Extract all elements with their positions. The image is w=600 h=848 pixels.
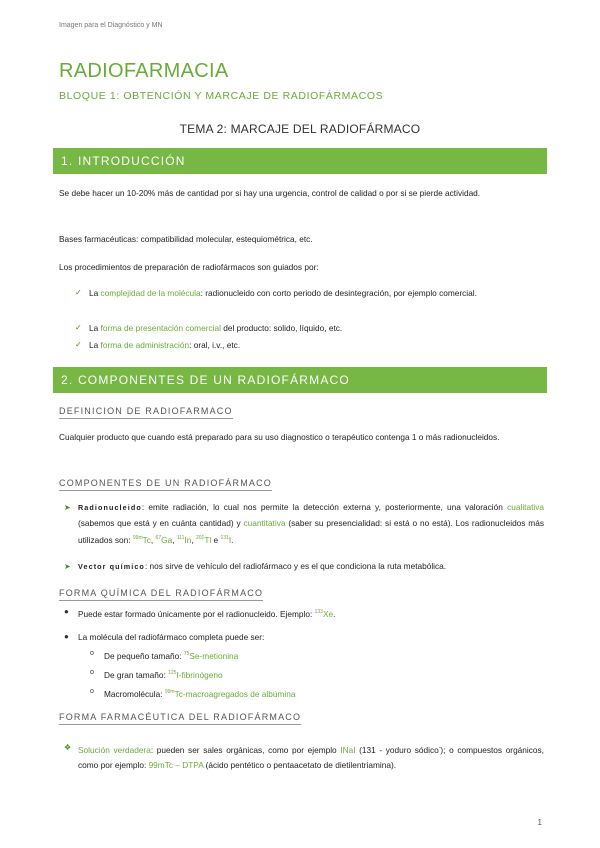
forma-farmaceutica-item: Solución verdadera: pueden ser sales orgánicas, como por ejemplo INaI (131 - yoduro sódico-); o compuestos orgánicos, como por ejemplo: 99mTc – DTPA (ácido pentético o pentaacetato de dietilentriamina). [78,744,544,771]
intro-paragraph-2: Bases farmacéuticas: compatibilidad molecular, estequiométrica, etc. [59,234,313,244]
forma-quimica-subheading: FORMA QUÍMICA DEL RADIOFÁRMACO [59,588,264,598]
forma-quimica-item-2: La molécula del radiofármaco completa puede ser: [78,632,265,642]
definition-text: Cualquier producto que cuando está preparado para su uso diagnostico o terapéutico contenga 1 o más radionucleidos. [59,432,500,442]
forma-quimica-sub-3: Macromolécula: $^{99m}$Tc-macroagregados de albúmina [104,688,296,699]
bullet-dot-icon: ● [64,632,69,641]
forma-quimica-sub-2: De gran tamaño: $^{125}$I-fibrinógeno [104,669,223,680]
bullet-dot-icon: ● [64,607,69,616]
section-2-heading: 2. COMPONENTES DE UN RADIOFÁRMACO [53,367,547,393]
tema-heading: TEMA 2: MARCAJE DEL RADIOFÁRMACO [179,122,421,136]
vector-item: Vector químico: nos sirve de vehículo del radiofármaco y es el que condiciona la ruta metabólica. [78,561,447,571]
check-icon: ✓ [75,323,82,332]
page-number: 1 [537,818,542,827]
running-header: Imagen para el Diagnóstico y MN [59,22,163,29]
forma-farmaceutica-subheading: FORMA FARMACÉUTICA DEL RADIOFÁRMACO [59,712,302,722]
list-item: La forma de administración: oral, i.v., etc. [89,340,241,350]
document-title: RADIOFARMACIA [59,60,229,82]
forma-quimica-sub-1: De pequeño tamaño: $^{75}$Se-metionina [104,650,239,661]
check-icon: ✓ [75,288,82,297]
components-subheading: COMPONENTES DE UN RADIOFÁRMACO [59,478,273,488]
check-icon: ✓ [75,340,82,349]
circle-bullet-icon: o [90,650,94,657]
circle-bullet-icon: o [90,688,94,695]
definition-subheading: DEFINICION DE RADIOFARMACO [59,406,233,416]
arrow-bullet-icon: ➤ [64,503,71,512]
list-item: La forma de presentación comercial del producto: solido, líquido, etc. [89,323,343,333]
document-subtitle: BLOQUE 1: OBTENCIÓN Y MARCAJE DE RADIOFÁRMACOS [59,90,384,102]
forma-quimica-item-1: Puede estar formado únicamente por el radionucleido. Ejemplo: $^{133}$Xe. [78,608,336,619]
arrow-bullet-icon: ➤ [64,562,71,571]
intro-paragraph-1: Se debe hacer un 10-20% más de cantidad por si hay una urgencia, control de calidad o por si se pierde actividad. [59,188,481,198]
list-item: La complejidad de la molécula: radionucleido con corto periodo de desintegración, por ejemplo comercial. [89,288,477,298]
section-1-heading: 1. INTRODUCCIÓN [53,148,547,174]
diamond-bullet-icon: ❖ [64,743,72,752]
circle-bullet-icon: o [90,669,94,676]
intro-paragraph-3: Los procedimientos de preparación de radiofármacos son guiados por: [59,262,319,272]
radionucleido-item: Radionucleido: emite radiación, lo cual nos permite la detección externa y, posteriormente, una valoración cualitativa (sabemos que está y en cuánta cantidad) y cuantitativa (saber su presencialidad: si está o no está). Los radionucleidos más utilizados son: $^{99m}$Tc, $^{67}$Ga, $^{111}$In, $^{201}$Tl e $^{131}$I. [78,502,544,545]
